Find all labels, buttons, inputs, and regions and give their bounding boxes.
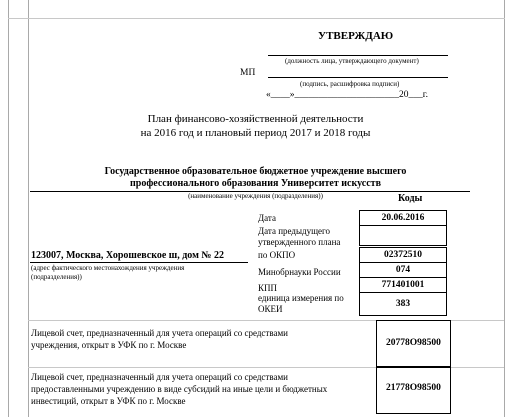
grid-line-top: [8, 18, 505, 19]
code-label-ministry: Минобрнауки России: [258, 267, 341, 277]
account1-value: 20778О98500: [376, 320, 451, 367]
code-label-unit: единица измерения по: [258, 293, 344, 303]
institution-name-line2: профессионального образования Университет искусств: [130, 178, 381, 189]
code-value-date: 20.06.2016: [359, 210, 447, 226]
address-line: [30, 262, 248, 263]
code-label-okpo: по ОКПО: [258, 250, 296, 260]
approval-date: «____»______________________20___г.: [266, 90, 428, 100]
position-caption: (должность лица, утверждающего документ): [285, 57, 419, 65]
code-value-ministry: 074: [359, 263, 447, 278]
institution-name-line1: Государственное образовательное бюджетное учреждение высшего: [104, 166, 407, 177]
position-line: [268, 55, 448, 56]
plan-title-line1: План финансово-хозяйственной деятельности: [147, 113, 364, 125]
mp-label: МП: [240, 68, 256, 78]
grid-line-right: [504, 0, 505, 417]
grid-line-col1: [28, 0, 29, 417]
account2-value: 21778О98500: [376, 367, 451, 414]
signature-caption: (подпись, расшифровка подписи): [300, 80, 400, 88]
code-label-kpp: КПП: [258, 283, 278, 293]
code-value-okpo: 02372510: [359, 247, 447, 263]
code-label-okei: ОКЕИ: [258, 304, 283, 314]
address-caption-line2: (подразделения)): [31, 273, 82, 281]
signature-line: [268, 77, 448, 78]
account2-text-line2: предоставленными учреждению в виде субсидий на иные цели и бюджетных: [31, 384, 328, 394]
account2-text-line1: Лицевой счет, предназначенный для учета операций со средствами: [31, 372, 288, 382]
code-label-prev-date-2: утвержденного плана: [258, 237, 341, 247]
institution-caption: (наименование учреждения (подразделения)): [188, 192, 323, 200]
codes-header: Коды: [398, 193, 423, 204]
address-caption-line1: (адрес фактического местонахождения учреждения: [31, 264, 185, 272]
address-value: 123007, Москва, Хорошевское ш, дом № 22: [31, 250, 224, 261]
account1-text-line1: Лицевой счет, предназначенный для учета операций со средствами: [31, 328, 288, 338]
code-value-kpp: 771401001: [359, 278, 447, 293]
grid-line-left: [8, 0, 9, 417]
approval-title: УТВЕРЖДАЮ: [318, 30, 394, 42]
code-value-prev-date: [359, 225, 447, 246]
account2-text-line3: инвестиций, открыт в УФК по г. Москве: [31, 396, 186, 406]
code-label-date: Дата: [258, 213, 276, 223]
account1-text-line2: учреждения, открыт в УФК по г. Москве: [31, 340, 187, 350]
code-value-okei: 383: [359, 293, 447, 316]
code-label-prev-date: Дата предыдущего: [258, 226, 330, 236]
plan-title-line2: на 2016 год и плановый период 2017 и 2018 годы: [140, 127, 371, 139]
